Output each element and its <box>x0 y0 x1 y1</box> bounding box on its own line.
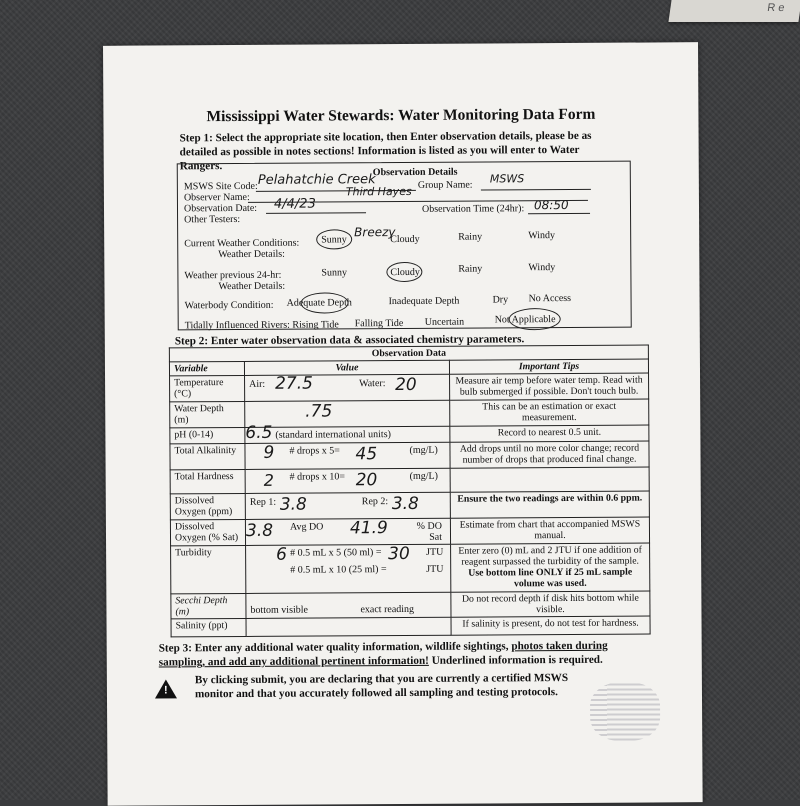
observer-name-value: Third Hayes <box>345 184 412 199</box>
ph-value: 6.5 <box>245 422 273 443</box>
air-label: Air: <box>249 378 266 390</box>
avg-do-value: 3.8 <box>245 520 274 541</box>
waterbody-condition-label: Waterbody Condition: <box>184 299 274 312</box>
prev-rainy: Rainy <box>458 263 483 275</box>
date-line <box>266 212 366 214</box>
secchi-depth-label: Secchi Depth (m) <box>171 593 246 618</box>
alkalinity-tip: Add drops until no more color change; record number of drops that produced final change. <box>450 441 649 468</box>
background-paper-corner <box>668 0 800 22</box>
dissolved-oxygen-sat-label: Dissolved Oxygen (% Sat) <box>170 519 245 545</box>
secchi-bottom-visible: bottom visible <box>250 604 308 616</box>
faded-stamp <box>590 682 660 740</box>
waterbody-inadequate: Inadequate Depth <box>388 295 460 308</box>
other-testers-label: Other Testers: <box>184 213 241 226</box>
turbidity-tip-bold: Use bottom line ONLY if 25 mL sample volume was used. <box>468 566 633 590</box>
rep1-value: 3.8 <box>279 494 307 515</box>
water-label: Water: <box>359 378 386 390</box>
temperature-tip: Measure air temp before water temp. Read with bulb submerged if possible. Don't touch bulb. <box>450 373 649 400</box>
table-row <box>170 517 649 546</box>
current-weather-details-label: Weather Details: <box>218 248 285 261</box>
ph-note: (standard international units) <box>275 429 391 441</box>
warning-icon: ! <box>155 679 177 698</box>
secchi-exact-reading: exact reading <box>360 603 415 616</box>
form-title: Mississippi Water Stewards: Water Monitoring Data Form <box>206 105 596 126</box>
group-name-line <box>481 189 591 191</box>
certification-warning: By clicking submit, you are declaring that you are currently a certified MSWS monitor and that you accurately followed all sampling and testing protocols. <box>194 671 569 701</box>
secchi-tip: Do not record depth if disk hits bottom while visible. <box>451 591 650 617</box>
weather-note: Breezy <box>354 225 396 240</box>
current-weather-label: Current Weather Conditions: <box>184 237 300 250</box>
col-value: Value <box>244 360 449 375</box>
air-temp-value: 27.5 <box>275 373 313 394</box>
observation-time-label: Observation Time (24hr): <box>421 203 525 215</box>
not-applicable-circle-mark <box>509 308 561 330</box>
table-row <box>170 467 649 494</box>
current-rainy: Rainy <box>458 231 483 243</box>
alkalinity-drops: 9 <box>263 442 275 463</box>
waterbody-dry: Dry <box>492 294 509 306</box>
salinity-tip: If salinity is present, do not test for hardness. <box>451 616 650 635</box>
alkalinity-multiplier: # drops x 5= <box>289 445 340 457</box>
total-hardness-label: Total Hardness <box>170 469 245 493</box>
percent-do-label: % DO Sat <box>416 520 443 543</box>
col-variable: Variable <box>169 361 244 375</box>
table-row <box>171 543 650 594</box>
alkalinity-unit: (mg/L) <box>409 444 438 456</box>
waterbody-no-access: No Access <box>528 292 572 305</box>
tidal-falling: Falling Tide <box>354 317 404 330</box>
table-row <box>171 591 650 619</box>
group-name-label: Group Name: <box>417 179 473 191</box>
box-title: Observation Details <box>372 166 458 179</box>
turbidity-label: Turbidity <box>171 545 246 593</box>
alkalinity-value: 45 <box>355 444 378 465</box>
do-sat-tip: Estimate from chart that accompanied MSWS manual. <box>450 517 649 544</box>
observation-time-value: 08:50 <box>533 197 569 213</box>
turbidity-value: 30 <box>388 543 410 565</box>
hardness-value: 20 <box>355 470 378 491</box>
rep1-label: Rep 1: <box>249 496 277 508</box>
tidal-not-applicable: Not Applicable <box>494 314 556 326</box>
prev-cloudy: Cloudy <box>390 266 420 279</box>
data-form-sheet <box>103 42 703 806</box>
step3-underlined: photos taken during sampling, and add any additional pertinent information! <box>158 639 608 669</box>
water-depth-value: .75 <box>305 401 333 422</box>
col-tips: Important Tips <box>449 359 648 374</box>
previous-weather-details-label: Weather Details: <box>218 280 286 293</box>
current-sunny: Sunny <box>321 234 347 246</box>
sunny-circle-mark <box>316 229 352 249</box>
avg-do-label: Avg DO <box>289 521 324 533</box>
water-temp-value: 20 <box>395 374 417 396</box>
turbidity-unit1: JTU <box>426 546 444 558</box>
current-cloudy: Cloudy <box>390 233 420 246</box>
hardness-unit: (mg/L) <box>409 470 439 482</box>
site-code-value: Pelahatchie Creek <box>257 172 376 188</box>
rep2-value: 3.8 <box>391 493 419 515</box>
tidal-label: Tidally Influenced Rivers: Rising Tide <box>184 319 339 332</box>
hardness-drops: 2 <box>263 470 274 490</box>
table-row <box>170 373 649 402</box>
tidal-uncertain: Uncertain <box>424 316 465 328</box>
turbidity-unit2: JTU <box>426 563 444 575</box>
turbidity-line1: # 0.5 mL x 5 (50 ml) = <box>290 547 382 559</box>
hardness-multiplier: # drops x 10= <box>289 471 346 483</box>
water-depth-tip: This can be an estimation or exact measurement. <box>450 399 649 426</box>
step3-instructions <box>159 638 649 669</box>
turbidity-tip-cell <box>451 543 650 592</box>
step3-text-b: Underlined information is required. <box>428 653 603 667</box>
turbidity-count: 6 <box>276 544 288 565</box>
corner-text: R e <box>766 2 786 14</box>
step1-instructions: Step 1: Select the appropriate site location, then Enter observation details, please be as detailed as possible in notes sections! Information is listed as you will enter to Water Rangers. <box>179 129 592 173</box>
water-depth-label: Water Depth (m) <box>170 401 245 427</box>
site-code-label: MSWS Site Code: <box>183 180 258 193</box>
step2-instructions: Step 2: Enter water observation data & associated chemistry parameters. <box>174 333 525 348</box>
step3-text-a: Step 3: Enter any additional water quality information, wildlife sightings, <box>158 640 512 655</box>
ph-label: pH (0-14) <box>170 427 245 443</box>
rep2-label: Rep 2: <box>361 496 389 508</box>
prev-windy: Windy <box>528 262 556 274</box>
ph-tip: Record to nearest 0.5 unit. <box>450 425 649 442</box>
total-alkalinity-label: Total Alkalinity <box>170 443 245 469</box>
observation-details-box <box>177 161 632 331</box>
temperature-label: Temperature (°C) <box>170 375 245 401</box>
observation-data-table <box>169 344 651 637</box>
table-row <box>170 491 649 520</box>
table-title: Observation Data <box>169 345 648 362</box>
current-windy: Windy <box>528 230 556 242</box>
dissolved-oxygen-tip: Ensure the two readings are within 0.6 ppm. <box>450 491 649 518</box>
prev-sunny: Sunny <box>321 267 347 279</box>
turbidity-tip: Enter zero (0) mL and 2 JTU if one addition of reagent surpassed the turbidity of the sample. <box>458 544 642 568</box>
percent-do-value: 41.9 <box>349 518 388 539</box>
observation-date-label: Observation Date: <box>183 202 258 215</box>
observer-name-label: Observer Name: <box>183 191 250 204</box>
waterbody-adequate: Adequate Depth <box>286 297 352 309</box>
adequate-circle-mark <box>301 292 349 313</box>
salinity-label: Salinity (ppt) <box>171 618 246 636</box>
dissolved-oxygen-ppm-label: Dissolved Oxygen (ppm) <box>170 493 245 519</box>
cloudy-circle-mark <box>386 262 422 282</box>
group-name-value: MSWS <box>489 172 525 186</box>
table-row <box>170 399 649 428</box>
turbidity-line2: # 0.5 mL x 10 (25 ml) = <box>290 564 387 576</box>
previous-weather-label: Weather previous 24-hr: <box>184 269 282 282</box>
table-row <box>171 616 650 637</box>
table-row <box>170 441 649 470</box>
observation-date-value: 4/4/23 <box>273 196 316 212</box>
time-line <box>528 213 590 214</box>
